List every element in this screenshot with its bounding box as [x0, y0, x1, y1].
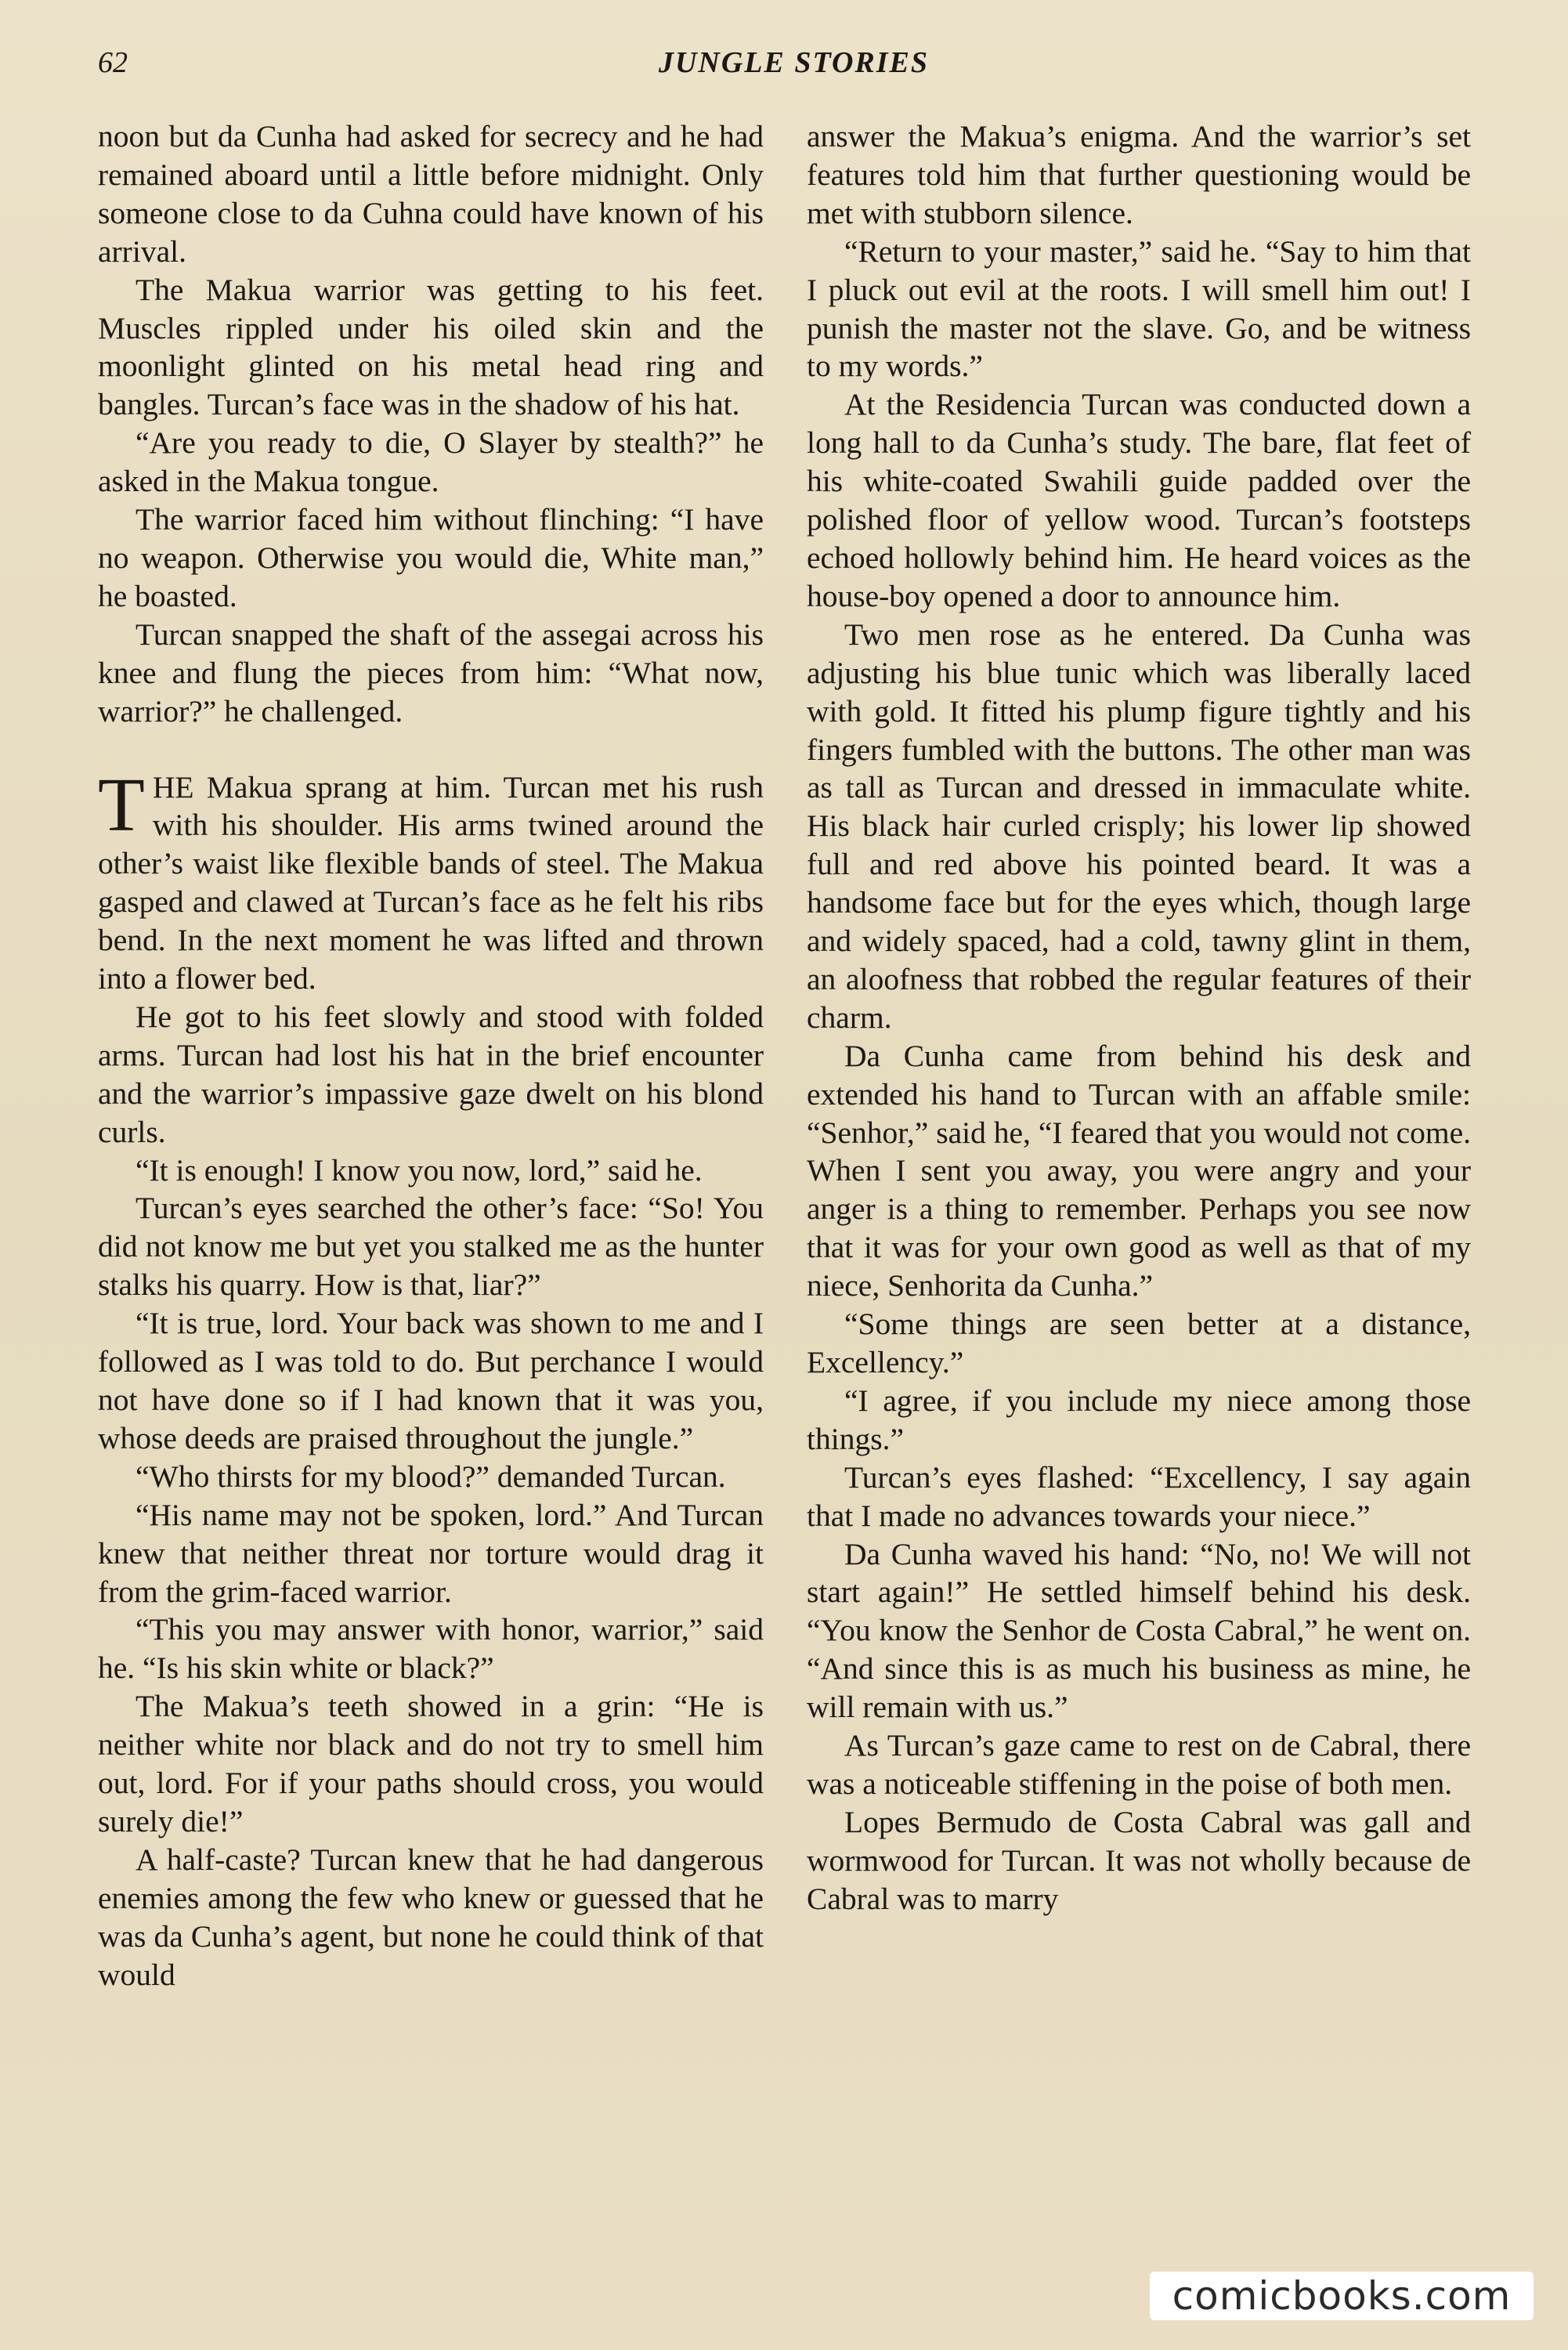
right-column [807, 118, 1471, 1918]
running-title: JUNGLE STORIES [658, 46, 930, 79]
paragraph: Turcan’s eyes searched the other’s face: “So! You did not know me but yet you stalked me as the hunter stalks his quarry. How is that, liar?” [98, 1191, 764, 1303]
paragraph: answer the Makua’s enigma. And the warrior’s set features told him that further questioning would be met with stubborn silence. [807, 119, 1471, 230]
paragraph: “It is enough! I know you now, lord,” said he. [135, 1152, 703, 1188]
paragraph: “Who thirsts for my blood?” demanded Turcan. [135, 1459, 726, 1494]
paragraph: Turcan snapped the shaft of the assegai across his knee and flung the pieces from him: “What now, warrior?” he challenged. [98, 616, 764, 728]
paragraph: “I agree, if you include my niece among those things.” [807, 1383, 1471, 1456]
paragraph: Turcan’s eyes flashed: “Excellency, I say again that I made no advances towards your niece.” [807, 1459, 1471, 1533]
paragraph: The Makua warrior was getting to his feet. Muscles rippled under his oiled skin and the moonlight glinted on his metal head ring and bangles. Turcan’s face was in the shadow of his hat. [98, 272, 764, 422]
page-header [98, 45, 1490, 92]
page-number: 62 [98, 46, 128, 79]
paragraph: Da Cunha came from behind his desk and extended his hand to Turcan with an affable smile: “Senhor,” said he, “I feared that you would not come. When I sent you away, you were angry and your anger is a thing to remember. Perhaps you see now that it was for your own good as well as that of my niece, Senhorita da Cunha.” [807, 1038, 1471, 1303]
paragraph: “This you may answer with honor, warrior,” said he. “Is his skin white or black?” [98, 1612, 764, 1686]
paragraph: noon but da Cunha had asked for secrecy and he had remained aboard until a little before midnight. Only someone close to da Cuhna could have known of his arrival. [98, 119, 764, 269]
section-opening-paragraph [98, 762, 764, 998]
paragraph: The Makua’s teeth showed in a grin: “He is neither white nor black and do not try to smell him out, lord. For if your paths should cross, you would surely die!” [98, 1689, 764, 1838]
paragraph: “Return to your master,” said he. “Say to him that I pluck out evil at the roots. I will smell him out! I punish the master not the slave. Go, and be witness to my words.” [807, 233, 1471, 384]
paragraph-text: HE Makua sprang at him. Turcan met his rush with his shoulder. His arms twined around the other’s waist like flexible bands of steel. The Makua gasped and clawed at Turcan’s face as he felt his ribs bend. In the next moment he was lifted and thrown into a flower bed. [98, 769, 764, 996]
paragraph: He got to his feet slowly and stood with folded arms. Turcan had lost his hat in the brief encounter and the warrior’s impassive gaze dwelt on his blond curls. [98, 999, 764, 1149]
drop-cap: T [98, 762, 145, 848]
paragraph: Da Cunha waved his hand: “No, no! We will not start again!” He settled himself behind his desk. “You know the Senhor de Costa Cabral,” he went on. “And since this is as much his business as mine, he will remain with us.” [807, 1536, 1471, 1725]
left-column [98, 118, 764, 1994]
paragraph: “Some things are seen better at a distance, Excellency.” [807, 1307, 1471, 1379]
paragraph: “Are you ready to die, O Slayer by stealth?” he asked in the Makua tongue. [98, 425, 764, 499]
paragraph: The warrior faced him without flinching: “I have no weapon. Otherwise you would die, White man,” he boasted. [98, 502, 764, 613]
paragraph: As Turcan’s gaze came to rest on de Cabral, there was a noticeable stiffening in the poise of both men. [807, 1728, 1471, 1801]
paragraph: Two men rose as he entered. Da Cunha was adjusting his blue tunic which was liberally laced with gold. It fitted his plump figure tightly and his fingers fumbled with the buttons. The other man was as tall as Turcan and dressed in immaculate white. His black hair curled crisply; his lower lip showed full and red above his pointed beard. It was a handsome face but for the eyes which, though large and widely spaced, had a cold, tawny glint in them, an aloofness that robbed the regular features of their charm. [807, 616, 1471, 1035]
source-watermark: comicbooks.com [1150, 2272, 1534, 2320]
paragraph: At the Residencia Turcan was conducted down a long hall to da Cunha’s study. The bare, flat feet of his white-coated Swahili guide padded over the polished floor of yellow wood. Turcan’s footsteps echoed hollowly behind him. He heard voices as the house-boy opened a door to announce him. [807, 387, 1471, 613]
paragraph: A half-caste? Turcan knew that he had dangerous enemies among the few who knew or guessed that he was da Cunha’s agent, but none he could think of that would [98, 1842, 764, 1992]
paragraph: Lopes Bermudo de Costa Cabral was gall and wormwood for Turcan. It was not wholly because de Cabral was to marry [807, 1804, 1471, 1916]
paragraph: “It is true, lord. Your back was shown to me and I followed as I was told to do. But perchance I would not have done so if I had known that it was you, whose deeds are praised throughout the jungle.” [98, 1306, 764, 1455]
paragraph: “His name may not be spoken, lord.” And Turcan knew that neither threat nor torture would drag it from the grim-faced warrior. [98, 1497, 764, 1609]
